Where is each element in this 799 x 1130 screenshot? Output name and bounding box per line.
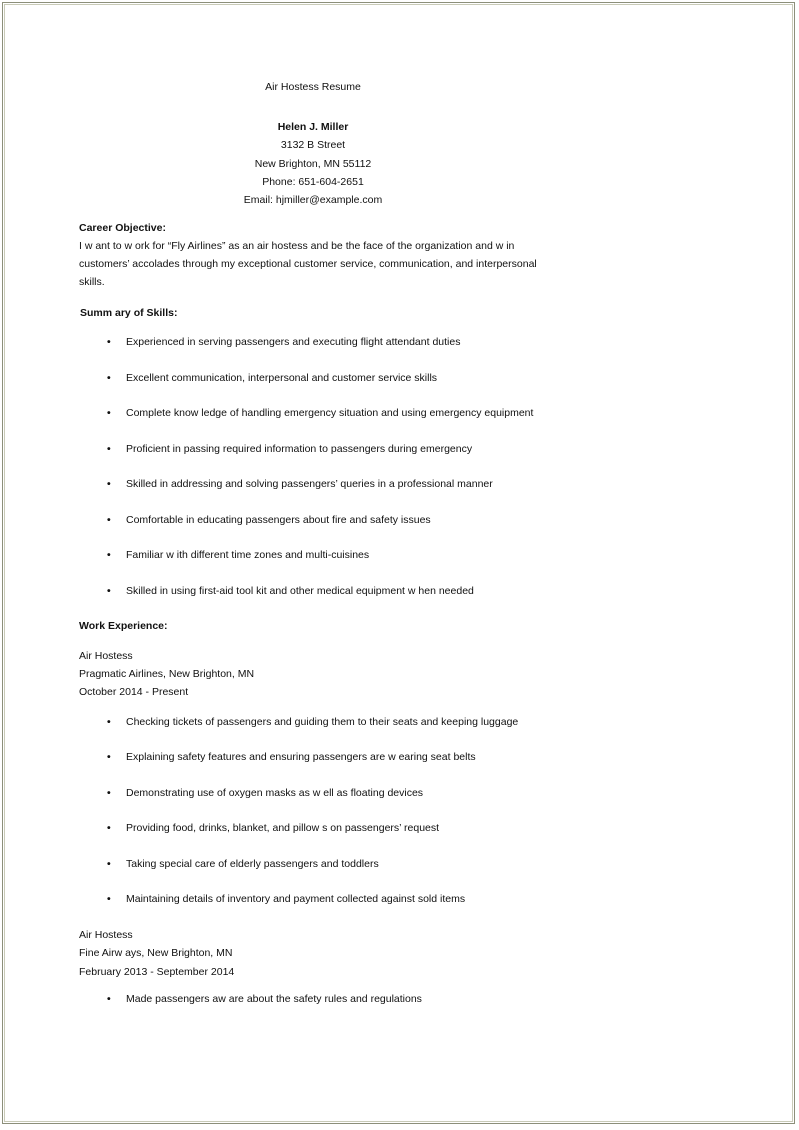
skill-text: Complete know ledge of handling emergency situation and using emergency equipment <box>126 407 534 419</box>
skill-text: Excellent communication, interpersonal and customer service skills <box>126 372 438 384</box>
address-city: New Brighton, MN 55112 <box>254 158 372 170</box>
bullet-icon: • <box>107 787 111 799</box>
bullet-icon: • <box>107 478 111 490</box>
job-dates: October 2014 - Present <box>79 686 189 698</box>
skill-text: Proficient in passing required information to passengers during emergency <box>126 443 473 455</box>
duty-text: Made passengers aw are about the safety rules and regulations <box>126 993 422 1005</box>
bullet-icon: • <box>107 893 111 905</box>
duty-text: Taking special care of elderly passengers and toddlers <box>126 858 379 870</box>
bullet-icon: • <box>107 585 111 597</box>
skills-heading: Summ ary of Skills: <box>80 307 178 319</box>
work-experience-heading: Work Experience: <box>79 620 168 632</box>
email-line: Email: hjmiller@example.com <box>243 194 383 206</box>
bullet-icon: • <box>107 514 111 526</box>
skill-text: Skilled in using first-aid tool kit and other medical equipment w hen needed <box>126 585 474 597</box>
duty-text: Explaining safety features and ensuring passengers are w earing seat belts <box>126 751 476 763</box>
skill-text: Familiar w ith different time zones and multi-cuisines <box>126 549 370 561</box>
duty-text: Providing food, drinks, blanket, and pillow s on passengers’ request <box>126 822 440 834</box>
address-street: 3132 B Street <box>280 139 346 151</box>
duty-text: Demonstrating use of oxygen masks as w ell as floating devices <box>126 787 424 799</box>
bullet-icon: • <box>107 751 111 763</box>
duty-text: Checking tickets of passengers and guiding them to their seats and keeping luggage <box>126 716 519 728</box>
applicant-name: Helen J. Miller <box>277 121 349 133</box>
bullet-icon: • <box>107 993 111 1005</box>
resume-page <box>2 2 795 1124</box>
phone-line: Phone: 651-604-2651 <box>262 176 364 188</box>
bullet-icon: • <box>107 549 111 561</box>
career-objective-heading: Career Objective: <box>79 222 166 234</box>
job-title: Air Hostess <box>79 650 133 662</box>
bullet-icon: • <box>107 716 111 728</box>
job-dates: February 2013 - September 2014 <box>79 966 235 978</box>
job-title: Air Hostess <box>79 929 133 941</box>
skill-text: Skilled in addressing and solving passengers’ queries in a professional manner <box>126 478 493 490</box>
bullet-icon: • <box>107 372 111 384</box>
job-company: Pragmatic Airlines, New Brighton, MN <box>79 668 255 680</box>
bullet-icon: • <box>107 822 111 834</box>
bullet-icon: • <box>107 407 111 419</box>
job-company: Fine Airw ays, New Brighton, MN <box>79 947 233 959</box>
bullet-icon: • <box>107 336 111 348</box>
document-title: Air Hostess Resume <box>265 81 361 93</box>
bullet-icon: • <box>107 443 111 455</box>
skill-text: Experienced in serving passengers and executing flight attendant duties <box>126 336 461 348</box>
career-objective-text: I w ant to w ork for “Fly Airlines” as an air hostess and be the face of the organization and w in customers’ accolades through my exceptional customer service, communication, and interpersonal skills. <box>79 240 537 288</box>
bullet-icon: • <box>107 858 111 870</box>
skill-text: Comfortable in educating passengers about fire and safety issues <box>126 514 431 526</box>
duty-text: Maintaining details of inventory and payment collected against sold items <box>126 893 466 905</box>
